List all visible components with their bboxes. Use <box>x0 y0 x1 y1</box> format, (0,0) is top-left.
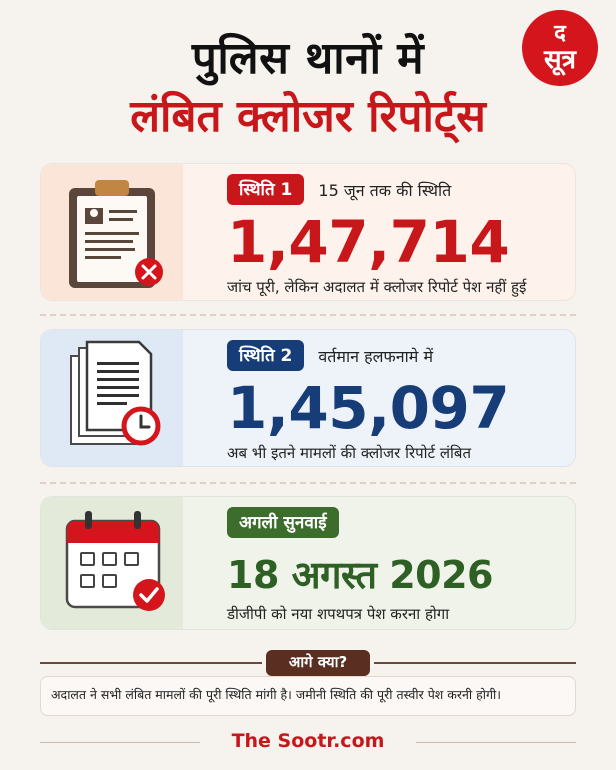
status-card-1 <box>40 163 576 301</box>
divider-line <box>374 662 576 664</box>
divider <box>40 482 576 484</box>
logo-text-top: द <box>554 21 566 46</box>
title-line-2: लंबित क्लोजर रिपोर्ट्स <box>130 91 486 142</box>
hearing-date: 18 अगस्त 2026 <box>227 553 493 597</box>
calendar-check-icon <box>41 497 183 631</box>
hearing-card <box>40 496 576 630</box>
icon-panel <box>41 164 183 300</box>
count-description: अब भी इतने मामलों की क्लोजर रिपोर्ट लंबित <box>227 444 472 462</box>
header <box>0 0 616 150</box>
status-note: 15 जून तक की स्थिति <box>318 180 452 200</box>
hearing-badge: अगली सुनवाई <box>227 507 339 538</box>
brand-logo <box>522 10 598 86</box>
count-value: 1,45,097 <box>227 374 510 442</box>
documents-clock-icon <box>41 330 183 468</box>
count-value: 1,47,714 <box>227 208 510 276</box>
status-badge: स्थिति 2 <box>227 340 304 371</box>
hearing-description: डीजीपी को नया शपथपत्र पेश करना होगा <box>227 605 450 623</box>
icon-panel <box>41 497 183 629</box>
logo-text-bottom: सूत्र <box>544 45 576 75</box>
footer <box>0 728 616 758</box>
status-note: वर्तमान हलफनामे में <box>318 346 434 366</box>
next-section <box>40 652 576 724</box>
divider <box>40 314 576 316</box>
next-text: अदालत ने सभी लंबित मामलों की पूरी स्थिति मांगी है। जमीनी स्थिति की पूरी तस्वीर पेश करनी होगी। <box>40 676 576 716</box>
card-content <box>227 340 565 463</box>
next-label: आगे क्या? <box>266 650 370 676</box>
icon-panel <box>41 330 183 466</box>
status-badge: स्थिति 1 <box>227 174 304 205</box>
status-card-2 <box>40 329 576 467</box>
footer-brand: The Sootr.com <box>231 730 385 752</box>
count-description: जांच पूरी, लेकिन अदालत में क्लोजर रिपोर्ट पेश नहीं हुई <box>227 278 527 296</box>
card-content <box>227 507 565 624</box>
divider-line <box>40 662 262 664</box>
title-line-1: पुलिस थानों में <box>191 33 425 84</box>
card-content <box>227 174 565 297</box>
clipboard-x-icon <box>41 164 183 302</box>
